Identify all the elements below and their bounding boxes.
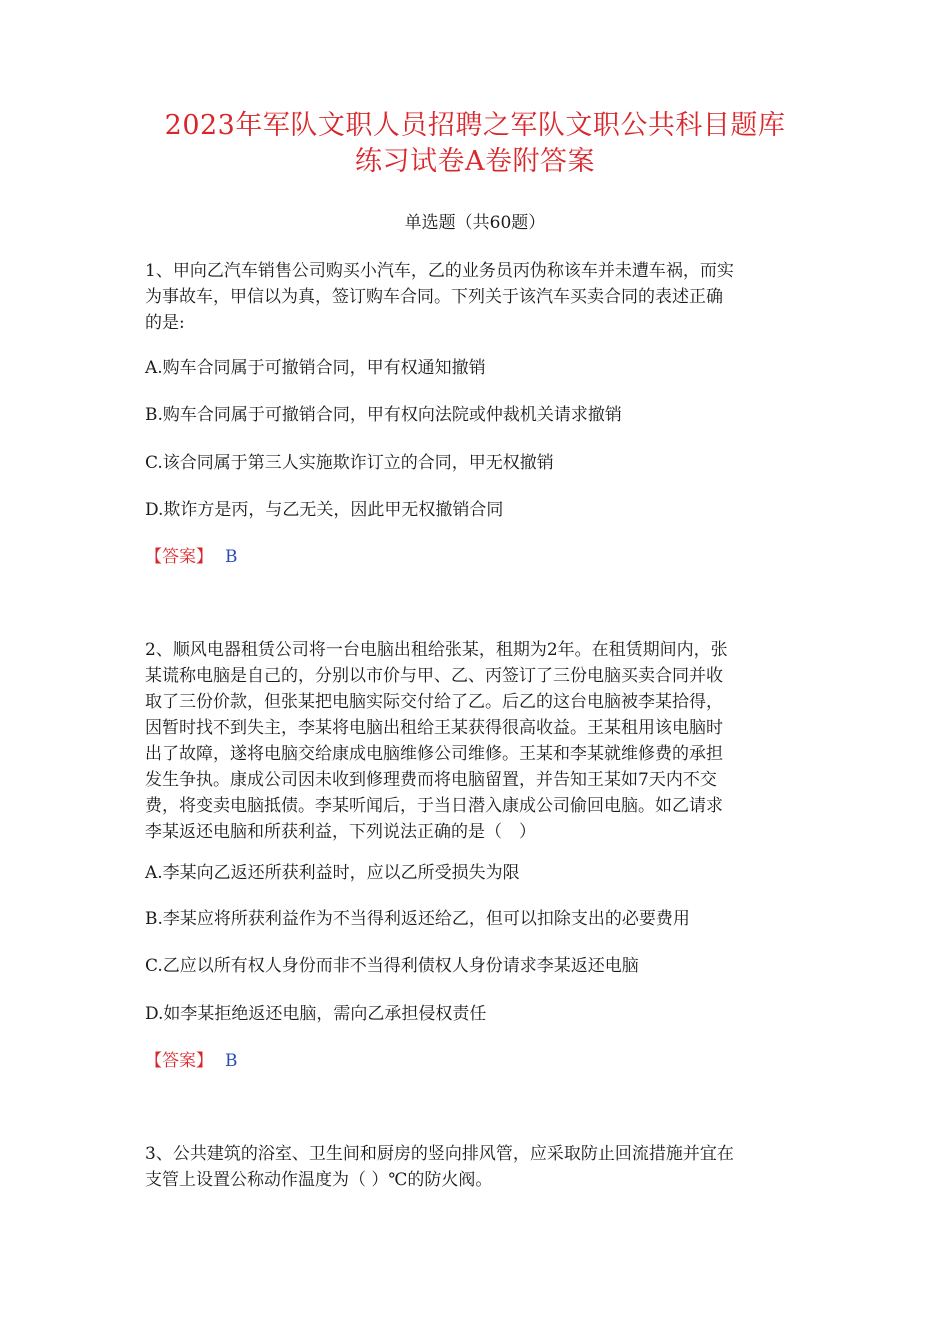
question-2-stem-line: 取了三份价款，但张某把电脑实际交付给了乙。后乙的这台电脑被李某拾得， xyxy=(145,692,723,712)
question-1-stem-line: 的是: xyxy=(145,313,185,333)
question-2-option-b: B.李某应将所获利益作为不当得利返还给乙，但可以扣除支出的必要费用 xyxy=(145,909,690,929)
answer-tag: 【答案】 xyxy=(145,1051,213,1071)
question-2-answer xyxy=(145,1048,238,1074)
question-1-option-d: D.欺诈方是丙，与乙无关，因此甲无权撤销合同 xyxy=(145,500,504,520)
question-1-answer xyxy=(145,544,238,570)
question-1-option-b: B.购车合同属于可撤销合同，甲有权向法院或仲裁机关请求撤销 xyxy=(145,405,622,425)
question-2-option-d: D.如李某拒绝返还电脑，需向乙承担侵权责任 xyxy=(145,1004,487,1024)
question-1-stem-line: 1、甲向乙汽车销售公司购买小汽车，乙的业务员丙伪称该车并未遭车祸，而实 xyxy=(145,261,734,281)
document-title-line2: 练习试卷A卷附答案 xyxy=(355,146,595,177)
answer-value: B xyxy=(225,547,238,567)
question-2-option-a: A.李某向乙返还所获利益时，应以乙所受损失为限 xyxy=(145,863,520,883)
question-1-option-a: A.购车合同属于可撤销合同，甲有权通知撤销 xyxy=(145,358,486,378)
question-2-stem-line: 因暂时找不到失主，李某将电脑出租给王某获得很高收益。王某租用该电脑时 xyxy=(145,718,723,738)
section-heading: 单选题（共60题） xyxy=(404,213,546,233)
question-2-stem-line: 2、顺风电器租赁公司将一台电脑出租给张某，租期为2年。在租赁期间内，张 xyxy=(145,640,728,660)
question-2-option-c: C.乙应以所有权人身份而非不当得利债权人身份请求李某返还电脑 xyxy=(145,956,639,976)
question-2-stem-line: 出了故障，遂将电脑交给康成电脑维修公司维修。王某和李某就维修费的承担 xyxy=(145,744,723,764)
question-2-stem-line: 发生争执。康成公司因未收到修理费而将电脑留置，并告知王某如7天内不交 xyxy=(145,770,717,790)
question-2-stem-line: 费，将变卖电脑抵债。李某听闻后，于当日潜入康成公司偷回电脑。如乙请求 xyxy=(145,796,723,816)
answer-value: B xyxy=(225,1051,238,1071)
answer-tag: 【答案】 xyxy=(145,547,213,567)
question-1-option-c: C.该合同属于第三人实施欺诈订立的合同，甲无权撤销 xyxy=(145,453,554,473)
question-2-stem-line: 某谎称电脑是自己的，分别以市价与甲、乙、丙签订了三份电脑买卖合同并收 xyxy=(145,666,723,686)
question-3-stem-line: 3、公共建筑的浴室、卫生间和厨房的竖向排风管，应采取防止回流措施并宜在 xyxy=(145,1144,734,1164)
document-title-line1: 2023年军队文职人员招聘之军队文职公共科目题库 xyxy=(164,110,786,141)
question-2-stem-line: 李某返还电脑和所获利益，下列说法正确的是（ ） xyxy=(145,822,536,842)
question-3-stem-line: 支管上设置公称动作温度为（ ）℃的防火阀。 xyxy=(145,1170,493,1190)
question-1-stem-line: 为事故车，甲信以为真，签订购车合同。下列关于该汽车买卖合同的表述正确 xyxy=(145,287,723,307)
